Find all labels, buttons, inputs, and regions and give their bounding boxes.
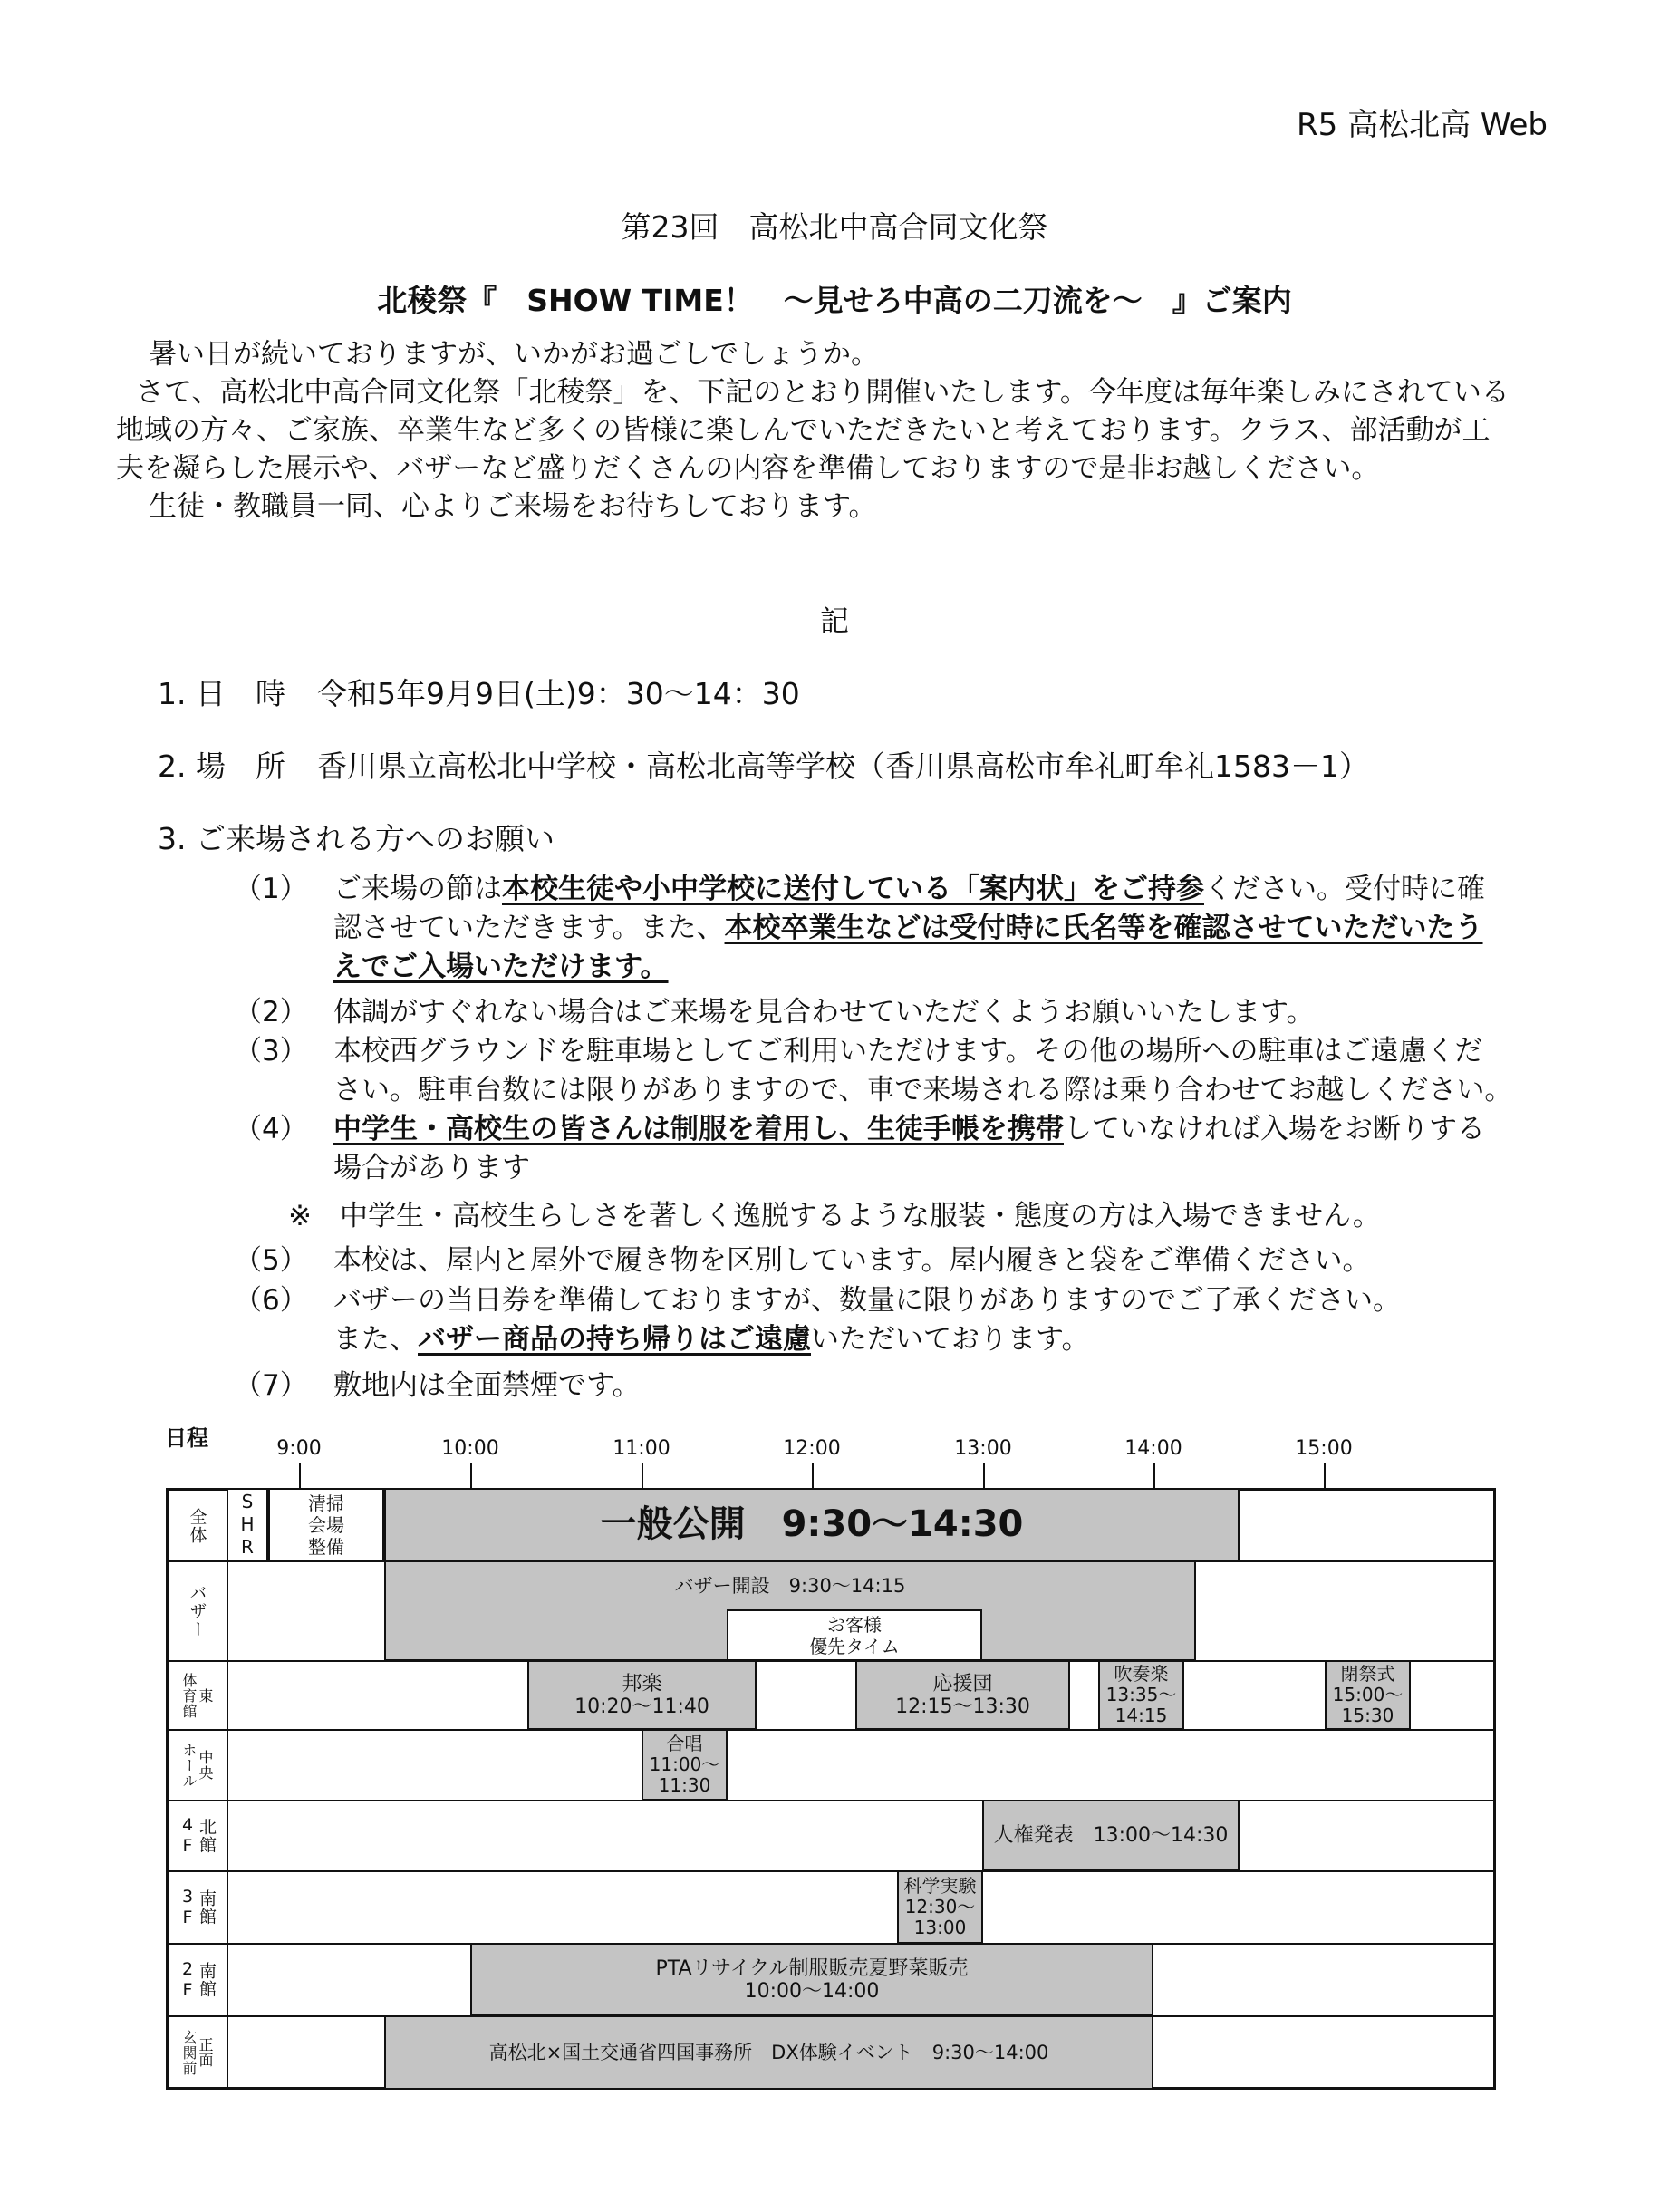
request-note: ※ 中学生・高校生らしさを著しく逸脱するような服装・態度の方は入場できません。 (288, 1200, 1381, 1232)
date-label: 1. 日 時 (158, 676, 285, 711)
intro-line: 暑い日が続いておりますが、いかがお過ごしでしょうか。 (149, 338, 879, 371)
row-label-all: 全体 (187, 1507, 207, 1544)
time-tick-label: 14:00 (1124, 1437, 1182, 1460)
request-7: （7） 敷地内は全面禁煙です。 (234, 1369, 641, 1402)
event-priority-time: お客様 優先タイム (727, 1609, 982, 1661)
event-shr: SHR (227, 1488, 268, 1561)
request-1: （1） ご来場の節は本校生徒や小中学校に送付している「案内状」をご持参ください。受付時に確 認させていただきます。また、本校卒業生などは受付時に氏名等を確認させていただいたう えでご入場いただけます。 (234, 870, 1485, 987)
event-bazaar: バザー開設 9:30～14:15 (384, 1560, 1196, 1661)
schedule-label: 日程 (165, 1425, 208, 1451)
bold-underline: えでご入場いただけます。 (333, 951, 669, 983)
row-label-gym: 体育館 東 (180, 1672, 214, 1719)
event-cleanup: 清掃 会場 整備 (268, 1488, 384, 1561)
request-number: （1） (234, 873, 308, 905)
row-label-hall: ホール 中央 (180, 1742, 214, 1789)
row-divider (166, 1729, 1496, 1731)
time-tick (983, 1463, 985, 1488)
time-tick-label: 11:00 (613, 1437, 670, 1460)
row-label-south-2f: 2F 南館 (178, 1959, 217, 2001)
row-divider (166, 1800, 1496, 1801)
event-kagaku: 科学実験 12:30～ 13:00 (897, 1870, 983, 1944)
intro-line: 生徒・教職員一同、心よりご来場をお待ちしております。 (149, 490, 877, 523)
request-3: （3） 本校西グラウンドを駐車場としてご利用いただけます。その他の場所への駐車はご遠慮くだ さい。駐車台数には限りがありますので、車で来場される際は乗り合わせてお越しください。 (234, 1035, 1513, 1106)
time-tick-label: 15:00 (1295, 1437, 1353, 1460)
row-divider (166, 1870, 1496, 1872)
time-tick (470, 1463, 472, 1488)
requests-title: 3. ご来場される方へのお願い (158, 821, 555, 856)
label-column-divider (227, 1488, 228, 2090)
time-tick (812, 1463, 814, 1488)
event-number-title: 第23回 高松北中高合同文化祭 (621, 209, 1048, 245)
request-5: （5） 本校は、屋内と屋外で履き物を区別しています。屋内履きと袋をご準備ください。 (234, 1244, 1371, 1277)
row-label-south-3f: 3F 南館 (178, 1887, 217, 1928)
row-label-north-4f: 4F 北館 (178, 1815, 217, 1857)
header-tag: R5 高松北高 Web (1297, 107, 1548, 143)
date-value: 令和5年9月9日(土)9：30～14：30 (317, 676, 800, 711)
intro-line: 夫を凝らした展示や、バザーなど盛りだくさんの内容を準備しておりますので是非お越しください。 (116, 452, 1380, 485)
event-jinken: 人権発表 13:00～14:30 (982, 1800, 1240, 1871)
intro-line: 地域の方々、ご家族、卒業生など多くの皆様に楽しんでいただきたいと考えております。クラス、部活動が工 (116, 414, 1491, 447)
bold-underline: 中学生・高校生の皆さんは制服を着用し、生徒手帳を携帯 (333, 1113, 1064, 1145)
request-4: （4） 中学生・高校生の皆さんは制服を着用し、生徒手帳を携帯していなければ入場をお断りする 場合があります (234, 1113, 1485, 1184)
time-tick (1324, 1463, 1326, 1488)
ki-heading: 記 (819, 604, 849, 638)
place-value: 香川県立高松北中学校・高松北高等学校（香川県高松市牟礼町牟礼1583－1） (317, 749, 1369, 784)
time-tick-label: 13:00 (954, 1437, 1012, 1460)
event-public-open: 一般公開 9:30～14:30 (384, 1488, 1240, 1561)
festival-title: 北稜祭『 SHOW TIME！ ～見せろ中高の二刀流を～ 』ご案内 (377, 283, 1292, 318)
event-dx: 高松北×国土交通省四国事務所 DX体験イベント 9:30～14:00 (384, 2015, 1153, 2090)
time-tick (642, 1463, 643, 1488)
bold-underline: バザー商品の持ち帰りはご遠慮 (418, 1323, 811, 1356)
event-heisai: 閉祭式 15:00～ 15:30 (1325, 1660, 1411, 1730)
time-tick (1153, 1463, 1155, 1488)
event-pta: PTAリサイクル制服販売夏野菜販売 10:00～14:00 (470, 1943, 1153, 2016)
row-label-entrance: 玄関前 正面 (180, 2029, 214, 2076)
intro-paragraph (116, 335, 1566, 526)
time-tick (299, 1463, 301, 1488)
event-ouendan: 応援団 12:15～13:30 (855, 1660, 1070, 1730)
event-hogaku: 邦楽 10:20～11:40 (527, 1660, 757, 1730)
time-tick-label: 10:00 (441, 1437, 499, 1460)
bold-underline: 本校卒業生などは受付時に氏名等を確認させていただいたう (724, 912, 1483, 944)
event-gassho: 合唱 11:00～ 11:30 (642, 1729, 728, 1801)
time-tick-label: 12:00 (783, 1437, 841, 1460)
event-suisogaku: 吹奏楽 13:35～ 14:15 (1098, 1660, 1184, 1730)
row-label-bazaar: バザー (187, 1584, 207, 1638)
place-label: 2. 場 所 (158, 749, 285, 784)
bold-underline: 本校生徒や小中学校に送付している「案内状」をご持参 (502, 873, 1204, 905)
intro-line: さて、高松北中高合同文化祭「北稜祭」を、下記のとおり開催いたします。今年度は毎年楽しみにされている (136, 376, 1510, 409)
request-6: （6） バザーの当日券を準備しておりますが、数量に限りがありますのでご了承ください。 また、バザー商品の持ち帰りはご遠慮いただいております。 (234, 1284, 1401, 1356)
time-tick-label: 9:00 (276, 1437, 322, 1460)
request-2: （2） 体調がすぐれない場合はご来場を見合わせていただくようお願いいたします。 (234, 996, 1315, 1029)
